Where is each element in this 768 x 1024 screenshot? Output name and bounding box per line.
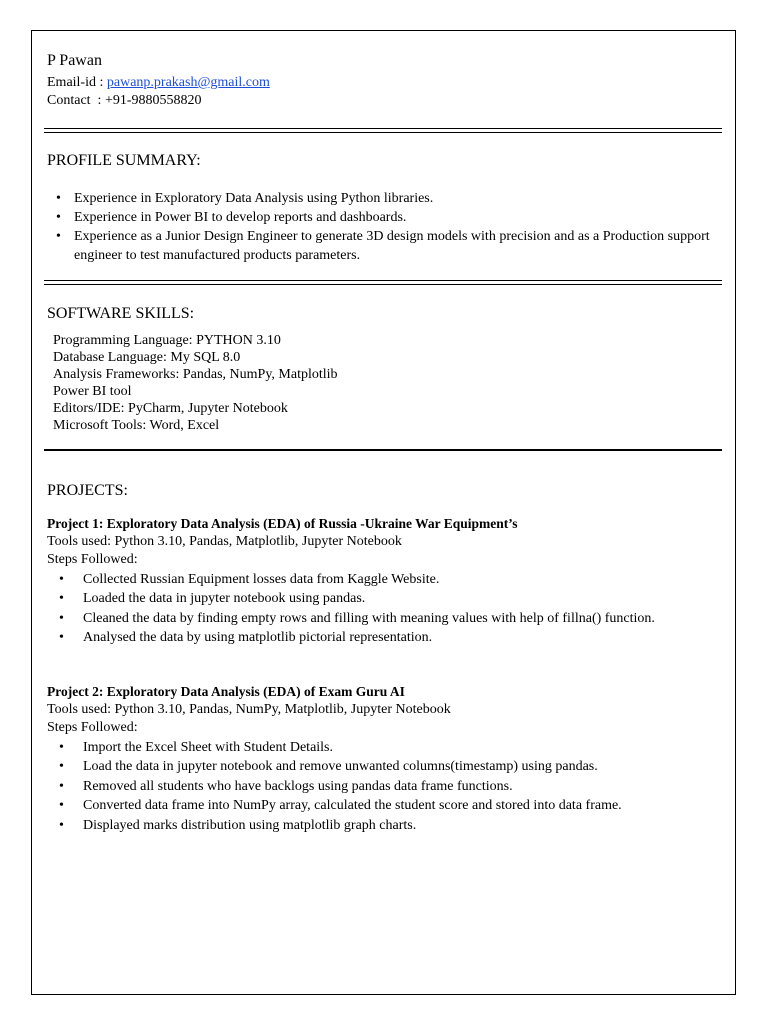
- list-item: • Removed all students who have backlogs using pandas data frame functions.: [47, 777, 727, 796]
- list-item: Programming Language: PYTHON 3.10: [53, 333, 281, 348]
- project-steps-list: [47, 738, 727, 835]
- list-item: • Import the Excel Sheet with Student Details.: [47, 738, 727, 757]
- software-skills-list: [53, 332, 338, 434]
- page-border: [31, 30, 736, 995]
- list-item: Editors/IDE: PyCharm, Jupyter Notebook: [53, 401, 288, 416]
- list-item: • Cleaned the data by finding empty rows and filling with meaning values with help of fillna() function.: [47, 609, 727, 628]
- email-label: Email-id :: [47, 75, 107, 90]
- project-steps-label: Steps Followed:: [47, 552, 138, 567]
- list-item: • Converted data frame into NumPy array, calculated the student score and stored into data frame.: [47, 796, 727, 815]
- list-item: Microsoft Tools: Word, Excel: [53, 418, 220, 433]
- list-item: • Collected Russian Equipment losses data from Kaggle Website.: [47, 570, 727, 589]
- projects-heading: PROJECTS:: [47, 482, 128, 499]
- project-steps-label: Steps Followed:: [47, 720, 138, 735]
- software-skills-heading: SOFTWARE SKILLS:: [47, 305, 195, 322]
- list-item: • Analysed the data by using matplotlib pictorial representation.: [47, 628, 727, 647]
- project-title: Project 1: Exploratory Data Analysis (EDA) of Russia -Ukraine War Equipment’s: [47, 516, 518, 531]
- contact-number: +91-9880558820: [104, 93, 202, 108]
- profile-summary-list: [47, 189, 727, 265]
- list-item: • Experience in Exploratory Data Analysis using Python libraries.: [47, 189, 727, 208]
- contact-label: Contact :: [47, 93, 105, 108]
- project-tools: Tools used: Python 3.10, Pandas, NumPy, Matplotlib, Jupyter Notebook: [47, 702, 451, 717]
- list-item: • Experience in Power BI to develop reports and dashboards.: [47, 208, 727, 227]
- list-item: Analysis Frameworks: Pandas, NumPy, Matplotlib: [53, 367, 338, 382]
- list-item: Database Language: My SQL 8.0: [53, 350, 241, 365]
- section-divider: [44, 128, 722, 133]
- project-steps-list: [47, 570, 727, 648]
- section-divider: [44, 280, 722, 285]
- email-line: [47, 75, 270, 91]
- list-item: • Loaded the data in jupyter notebook using pandas.: [47, 589, 727, 608]
- project-tools: Tools used: Python 3.10, Pandas, Matplotlib, Jupyter Notebook: [47, 534, 402, 549]
- list-item: • Experience as a Junior Design Engineer to generate 3D design models with precision and as a Production support engineer to test manufactured products parameters.: [47, 227, 727, 265]
- profile-summary-heading: PROFILE SUMMARY:: [47, 152, 201, 169]
- list-item: Power BI tool: [53, 384, 132, 399]
- section-divider: [44, 449, 722, 451]
- email-link[interactable]: pawanp.prakash@gmail.com: [106, 75, 270, 90]
- contact-line: [47, 93, 202, 109]
- list-item: • Displayed marks distribution using matplotlib graph charts.: [47, 816, 727, 835]
- project-title: Project 2: Exploratory Data Analysis (EDA) of Exam Guru AI: [47, 684, 405, 699]
- candidate-name: P Pawan: [47, 52, 102, 69]
- list-item: • Load the data in jupyter notebook and remove unwanted columns(timestamp) using pandas.: [47, 757, 727, 776]
